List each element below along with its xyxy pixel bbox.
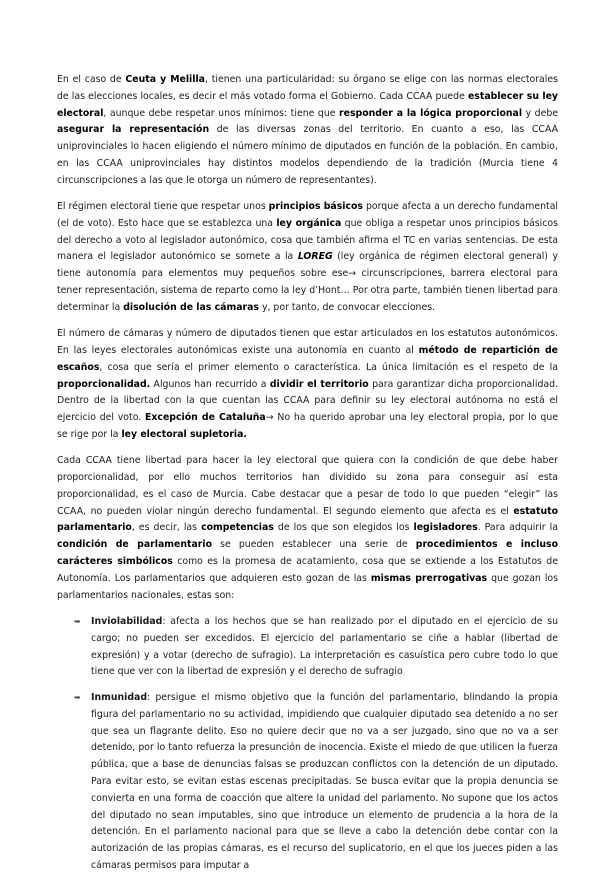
text-run: , es decir, las (131, 522, 202, 534)
bold-term: competencias (201, 522, 274, 534)
bold-term: condición de parlamentario (57, 539, 212, 551)
bold-term: mismas prerrogativas (370, 572, 488, 584)
bullet-inmunidad (91, 690, 558, 875)
text-run: Algunos han recurrido a (150, 378, 270, 390)
text-run: El régimen electoral tiene que respetar unos (57, 201, 269, 213)
text-run: y debe (522, 107, 558, 119)
list-item (57, 614, 558, 681)
text-run: como es la promesa de acatamiento, cosa que se extiende a los Estatutos de Autonomía. Los parlamentarios que adquieren esto gozan de las (57, 556, 558, 584)
bold-term: método de repartición de escaños (57, 344, 558, 373)
list-item (57, 690, 558, 875)
text-run: , tienen una particularidad: su órgano se elige con las normas electorales de las elecciones locales, es decir el más votado forma el Gobierno. Cada CCAA puede (57, 74, 558, 102)
text-run: . Para adquirir la (477, 522, 558, 534)
text-run: y, por tanto, de convocar elecciones. (258, 301, 436, 313)
paragraph-numero-camaras (57, 326, 558, 444)
bold-term: procedimientos e incluso carácteres simbólicos (57, 539, 558, 568)
text-run: (ley orgánica de régimen electoral general) y tiene autonomía para elementos muy pequeños sobre ese→ circunscripciones, barrera electoral para tener representación, sistema de reparto como la ley d’Hont… Por otra parte, también tienen libertad para determinar la (57, 251, 558, 313)
bold-term: Excepción de Cataluña (145, 412, 266, 424)
bold-term: ley orgánica (276, 217, 342, 229)
text-run: En el caso de (57, 74, 126, 85)
bullet-inviolabilidad (91, 614, 558, 681)
bold-term: Inmunidad (91, 692, 148, 704)
bold-term: ley electoral supletoria. (121, 428, 247, 440)
paragraph-libertad-ccaa (57, 453, 558, 604)
bold-term: establecer su ley electoral (57, 90, 559, 119)
bold-term: dividir el territorio (269, 378, 369, 390)
text-run: porque afecta a un derecho fundamental (el de voto). Esto hace que se establezca una (57, 201, 559, 229)
paragraph-regimen-electoral (57, 199, 558, 317)
text-run: : afecta a los hechos que se han realizado por el diputado en el ejercicio de su cargo; no pueden ser excedidos. El ejercicio del parlamentario se ciñe a hablar (libertad de expresión) y a votar (derecho de sufragio). La interpretación es casuística pero cubre todo lo que tiene que ver con la libertad de expresión y el derecho de sufragio (91, 615, 558, 678)
bold-term: responder a la lógica proporcional (339, 107, 523, 119)
text-run: de los que son elegidos los (273, 522, 414, 534)
bold-term: Inviolabilidad (91, 615, 163, 627)
bold-term: proporcionalidad. (57, 378, 151, 390)
bold-term: LOREG (297, 251, 333, 263)
bold-term: estatuto parlamentario (57, 505, 558, 534)
text-run: , cosa que sería el primer elemento o característica. La única limitación es el respeto de la (99, 361, 558, 373)
text-run: para garantizar dicha proporcionalidad. Dentro de la libertad con la que cuentan las CCAA para definir su ley electoral autónoma no está el ejercicio del voto. (57, 378, 558, 424)
arrow-right-icon: ➥ (74, 693, 81, 703)
paragraph-ceuta-melilla (57, 72, 558, 190)
text-run: que gozan los parlamentarios nacionales, estas son: (57, 572, 558, 601)
bold-term: asegurar la representación (57, 124, 210, 136)
bold-term: Ceuta y Melilla (125, 74, 205, 85)
text-run: El número de cámaras y número de diputados tienen que estar articulados en los estatutos autonómicos. En las leyes electorales autonómicas existe una autonomía en cuanto al (57, 328, 558, 356)
bold-term: legisladores (413, 522, 478, 534)
text-run: , aunque debe respetar unos mínimos: tiene que (103, 107, 340, 119)
bold-term: disolución de las cámaras (123, 301, 259, 313)
arrow-right-icon: ➥ (74, 616, 81, 626)
text-run: : persigue el mismo objetivo que la función del parlamentario, blindando la propia figura del parlamentario no su actividad, impidiendo que cualquier diputado sea detenido a no ser que sea un flagrante delito. Eso no quiere decir que no va a ser juzgado, sino que no va a ser detenido, por lo tanto refuerza la presunción de inocencia. Existe el miedo de que utilicen la fuerza pública, que a base de denuncias falsas se produzcan conflictos con la detención de un diputado. Para evitar esto, se evitan estas escenas precipitadas. Se busca evitar que la propia denuncia se convierta en una forma de coacción que altere la unidad del parlamento. No supone que los actos del diputado no sean imputables, sino que introduce un elemento de prudencia a la hora de la detención. En el parlamento nacional para que se lleve a cabo la detención debe contar con la autorización de las propias cámaras, es el recurso del suplicatorio, en el que los jueces piden a las cámaras permisos para imputar a (91, 692, 558, 872)
text-run: → No ha querido aprobar una ley electoral propia, por lo que se rige por la (57, 412, 558, 440)
text-run: de las diversas zonas del territorio. En cuanto a eso, las CCAA uniprovinciales lo hacen eligiendo el número mínimo de diputados en función de la población. En cambio, en las CCAA uniprovinciales hay distintos modelos dependiendo de la tradición (Murcia tiene 4 circunscripciones a las que le otorga un número de representantes). (57, 124, 558, 186)
text-run: se pueden establecer una serie de (212, 539, 416, 551)
bold-term: principios básicos (268, 201, 363, 213)
prerogatives-list (57, 614, 558, 875)
text-run: que obliga a respetar unos principios básicos del derecho a voto al legislador autonómico, cosa que también afirma el TC en varias sentencias. De esta manera el legislador autonómico se somete a la (57, 217, 558, 263)
text-run: Cada CCAA tiene libertad para hacer la ley electoral que quiera con la condición de que debe haber proporcionalidad, por ello muchos territorios han dividido su zona para conseguir así esta proporcionalidad, es el caso de Murcia. Cabe destacar que a pesar de todo lo que pueden “elegir” las CCAA, no pueden violar ningún derecho fundamental. El segundo elemento que afecta es el (57, 455, 558, 517)
